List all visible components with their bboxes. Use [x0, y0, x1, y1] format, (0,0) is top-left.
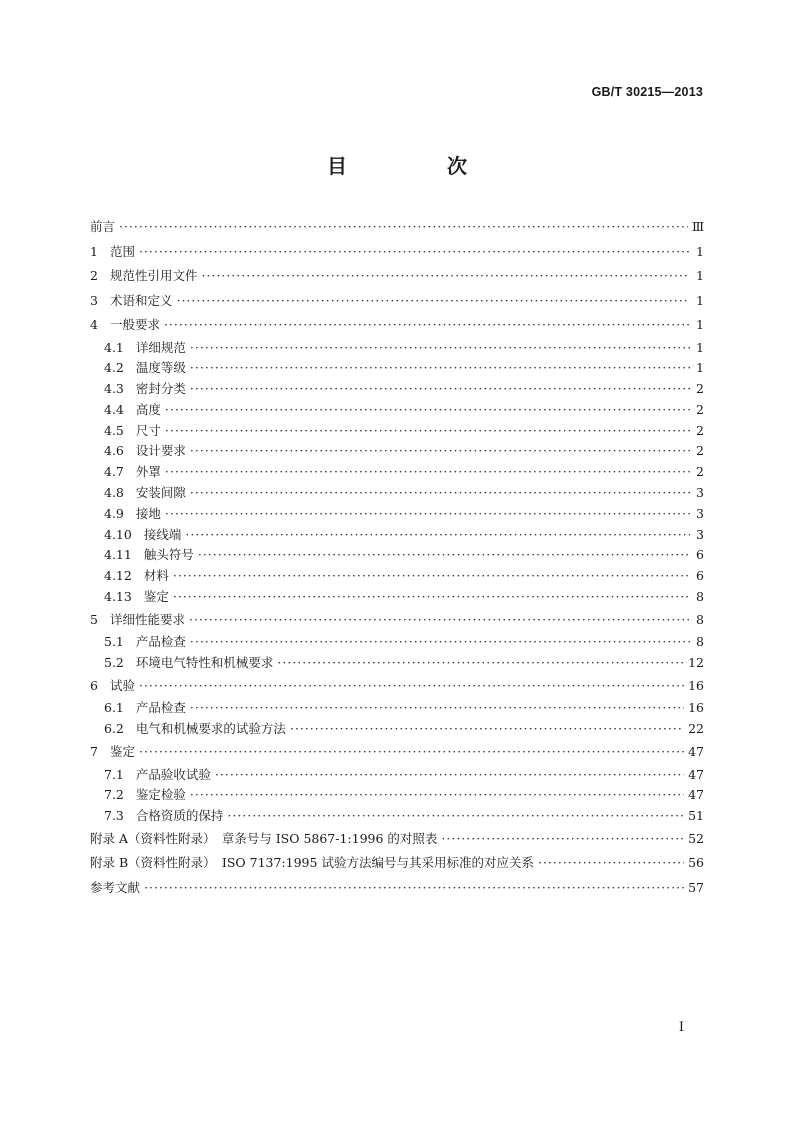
toc-entry-page: 1 — [696, 243, 704, 259]
toc-entry-label — [104, 806, 223, 827]
toc-entry-number: 4.11 — [104, 547, 132, 563]
toc-entry-number: 4.4 — [104, 401, 124, 417]
toc-entry-label — [104, 765, 211, 786]
toc-entry-label — [104, 421, 161, 442]
dot-leader — [139, 740, 684, 765]
toc-entry-text: 触头符号 — [143, 547, 194, 563]
toc-entry-text: 接线端 — [143, 526, 182, 542]
toc-entry-text: 产品检查 — [135, 634, 186, 650]
toc-entry-text: 试验 — [109, 677, 135, 693]
dot-leader — [227, 806, 684, 827]
toc-entry-text: 温度等级 — [135, 360, 186, 376]
toc-entry[interactable] — [90, 379, 704, 400]
toc-entry[interactable] — [90, 462, 704, 483]
toc-entry-page: 8 — [696, 611, 704, 627]
toc-entry-text: 密封分类 — [135, 381, 186, 397]
toc-entry-text: 产品验收试验 — [135, 766, 211, 782]
toc-entry-number: 4.9 — [104, 505, 124, 521]
toc-entry[interactable] — [90, 765, 704, 786]
toc-entry-text: 尺寸 — [135, 422, 161, 438]
dot-leader — [176, 289, 690, 314]
toc-entry[interactable] — [90, 289, 704, 314]
dot-leader — [190, 632, 690, 653]
toc-entry-page: 1 — [696, 360, 704, 376]
toc-entry-text: 范围 — [109, 243, 135, 259]
toc-entry-text: 详细性能要求 — [109, 611, 185, 627]
dot-leader — [190, 785, 684, 806]
toc-entry[interactable] — [90, 400, 704, 421]
toc-entry-page: 47 — [688, 766, 704, 782]
toc-entry-text: 合格资质的保持 — [135, 808, 224, 824]
toc-entry[interactable] — [90, 441, 704, 462]
toc-entry-number: 4.7 — [104, 464, 124, 480]
toc-entry-page: 3 — [696, 526, 704, 542]
toc-entry-label — [90, 740, 135, 765]
toc-entry-number: 4.8 — [104, 485, 124, 501]
toc-entry-text: 设计要求 — [135, 443, 186, 459]
toc-entry-text: 前言 — [90, 219, 116, 234]
toc-entry-label — [90, 289, 172, 314]
toc-entry-page: 1 — [696, 339, 704, 355]
toc-entry-page: 6 — [696, 568, 704, 584]
toc-entry-page: 2 — [696, 443, 704, 459]
dot-leader — [165, 400, 690, 421]
toc-entry-text: 鉴定检验 — [135, 787, 186, 803]
toc-entry-number: 4.10 — [104, 526, 132, 542]
page-number: Ⅰ — [678, 1020, 684, 1035]
toc-entry-page: 47 — [688, 744, 704, 760]
dot-leader — [190, 379, 690, 400]
toc-entry-number: 6.2 — [104, 721, 124, 737]
toc-entry-number: 5.2 — [104, 655, 124, 671]
dot-leader — [190, 483, 690, 504]
toc-entry-text: 附录 B（资料性附录） ISO 7137:1995 试验方法编号与其采用标准的对应关系 — [90, 855, 534, 871]
toc-entry-text: 接地 — [135, 505, 161, 521]
toc-entry[interactable] — [90, 719, 704, 740]
toc-entry[interactable] — [90, 421, 704, 442]
toc-entry-number: 5.1 — [104, 634, 124, 650]
toc-entry-page: 52 — [688, 830, 704, 846]
toc-entry-label — [90, 876, 140, 901]
toc-entry-label — [104, 719, 286, 740]
toc-entry-page: 1 — [696, 292, 704, 308]
toc-entry-label — [90, 240, 135, 265]
toc-entry-number: 4 — [90, 317, 98, 332]
toc-entry[interactable] — [90, 587, 704, 608]
toc-entry-page: 2 — [696, 464, 704, 480]
toc-entry-text: 术语和定义 — [109, 292, 173, 308]
toc-entry[interactable] — [90, 483, 704, 504]
toc-entry-label — [104, 785, 186, 806]
toc-entry-page: 1 — [696, 317, 704, 332]
toc-entry-number: 5 — [90, 611, 98, 627]
dot-leader — [190, 698, 684, 719]
toc-entry-text: 规范性引用文件 — [109, 268, 198, 283]
toc-entry-label — [104, 545, 194, 566]
toc-entry-page: 22 — [688, 721, 704, 737]
toc-entry-label — [104, 483, 186, 504]
toc-entry[interactable] — [90, 632, 704, 653]
dot-leader — [215, 765, 684, 786]
toc-entry-label — [104, 632, 186, 653]
dot-leader — [119, 215, 688, 240]
toc-entry-page: 3 — [696, 505, 704, 521]
toc-entry[interactable] — [90, 674, 704, 699]
dot-leader — [198, 545, 690, 566]
toc-entry-label — [90, 215, 115, 240]
toc-entry-label — [104, 698, 186, 719]
toc-entry-label — [90, 851, 534, 876]
toc-entry-page: 8 — [696, 589, 704, 605]
toc-entry-label — [104, 400, 161, 421]
toc-entry-label — [104, 566, 169, 587]
toc-entry-number: 6 — [90, 677, 98, 693]
toc-entry-label — [104, 462, 161, 483]
toc-entry-text: 材料 — [143, 568, 169, 584]
toc-entry-page: 3 — [696, 485, 704, 501]
toc-entry-number: 7.2 — [104, 787, 124, 803]
toc-entry-page: 47 — [688, 787, 704, 803]
dot-leader — [144, 876, 684, 901]
toc-entry[interactable] — [90, 876, 704, 901]
toc-entry-number: 4.3 — [104, 381, 124, 397]
toc-entry-number: 2 — [90, 268, 98, 283]
toc-entry[interactable] — [90, 264, 704, 289]
toc-entry[interactable] — [90, 215, 704, 240]
toc-entry-page: 16 — [688, 700, 704, 716]
table-of-contents — [90, 215, 704, 900]
toc-entry-page: 2 — [696, 401, 704, 417]
toc-entry-label — [90, 674, 135, 699]
toc-entry[interactable] — [90, 338, 704, 359]
dot-leader — [190, 441, 690, 462]
toc-entry-label — [104, 338, 186, 359]
toc-entry[interactable] — [90, 545, 704, 566]
toc-entry-page: 16 — [688, 677, 704, 693]
standard-number: GB/T 30215—2013 — [591, 85, 703, 99]
toc-entry-number: 4.13 — [104, 589, 132, 605]
toc-entry-label — [104, 653, 273, 674]
toc-entry-number: 7.1 — [104, 766, 124, 782]
toc-entry-page: 51 — [688, 808, 704, 824]
toc-entry-page: 2 — [696, 422, 704, 438]
toc-entry-label — [104, 358, 186, 379]
toc-entry[interactable] — [90, 525, 704, 546]
toc-entry-text: 外罩 — [135, 464, 161, 480]
dot-leader — [173, 566, 690, 587]
toc-entry[interactable] — [90, 698, 704, 719]
dot-leader — [165, 421, 690, 442]
toc-entry-label — [104, 441, 186, 462]
toc-entry-text: 高度 — [135, 401, 161, 417]
toc-entry[interactable] — [90, 851, 704, 876]
dot-leader — [290, 719, 684, 740]
toc-entry-page: Ⅲ — [691, 219, 704, 234]
toc-entry-page: 56 — [688, 855, 704, 871]
toc-entry-number: 6.1 — [104, 700, 124, 716]
toc-entry-label — [104, 504, 161, 525]
toc-entry[interactable] — [90, 806, 704, 827]
dot-leader — [139, 674, 684, 699]
toc-entry-text: 产品检查 — [135, 700, 186, 716]
toc-entry-number: 4.6 — [104, 443, 124, 459]
toc-entry-number: 3 — [90, 292, 98, 308]
toc-entry-text: 鉴定 — [143, 589, 169, 605]
dot-leader — [173, 587, 690, 608]
toc-entry-text: 安装间隙 — [135, 485, 186, 501]
toc-entry-number: 7 — [90, 744, 98, 760]
toc-entry-page: 57 — [688, 879, 704, 895]
toc-entry-text: 鉴定 — [109, 744, 135, 760]
toc-entry-label — [104, 587, 169, 608]
dot-leader — [538, 851, 684, 876]
toc-entry-label — [104, 379, 186, 400]
dot-leader — [139, 240, 690, 265]
toc-entry[interactable] — [90, 827, 704, 852]
toc-entry-text: 电气和机械要求的试验方法 — [135, 721, 286, 737]
toc-entry[interactable] — [90, 608, 704, 633]
toc-entry[interactable] — [90, 653, 704, 674]
toc-entry[interactable] — [90, 358, 704, 379]
toc-entry-number: 1 — [90, 243, 98, 259]
toc-entry-page: 1 — [696, 268, 704, 283]
toc-entry[interactable] — [90, 504, 704, 525]
toc-entry[interactable] — [90, 785, 704, 806]
dot-leader — [165, 504, 690, 525]
toc-entry[interactable] — [90, 740, 704, 765]
toc-entry-label — [90, 264, 197, 289]
toc-entry-page: 2 — [696, 381, 704, 397]
dot-leader — [190, 338, 690, 359]
toc-entry-text: 参考文献 — [90, 879, 141, 895]
toc-entry-label — [104, 525, 181, 546]
toc-entry-text: 详细规范 — [135, 339, 186, 355]
toc-entry[interactable] — [90, 566, 704, 587]
dot-leader — [185, 525, 690, 546]
toc-entry-text: 环境电气特性和机械要求 — [135, 655, 274, 671]
toc-entry-label — [90, 608, 185, 633]
page-title: 目 次 — [327, 154, 507, 178]
dot-leader — [190, 358, 690, 379]
dot-leader — [164, 313, 690, 338]
dot-leader — [201, 264, 690, 289]
toc-entry[interactable] — [90, 240, 704, 265]
toc-entry-page: 12 — [688, 655, 704, 671]
toc-entry-number: 4.5 — [104, 422, 124, 438]
toc-entry-text: 附录 A（资料性附录） 章条号与 ISO 5867-1:1996 的对照表 — [90, 830, 438, 846]
dot-leader — [165, 462, 690, 483]
toc-entry-number: 4.2 — [104, 360, 124, 376]
toc-entry-text: 一般要求 — [109, 317, 160, 332]
dot-leader — [441, 827, 684, 852]
toc-entry-number: 4.12 — [104, 568, 132, 584]
toc-entry-label — [90, 313, 160, 338]
toc-entry-page: 6 — [696, 547, 704, 563]
toc-entry-number: 7.3 — [104, 808, 124, 824]
dot-leader — [277, 653, 684, 674]
toc-entry-number: 4.1 — [104, 339, 124, 355]
toc-entry[interactable] — [90, 313, 704, 338]
dot-leader — [189, 608, 690, 633]
toc-entry-label — [90, 827, 437, 852]
toc-entry-page: 8 — [696, 634, 704, 650]
